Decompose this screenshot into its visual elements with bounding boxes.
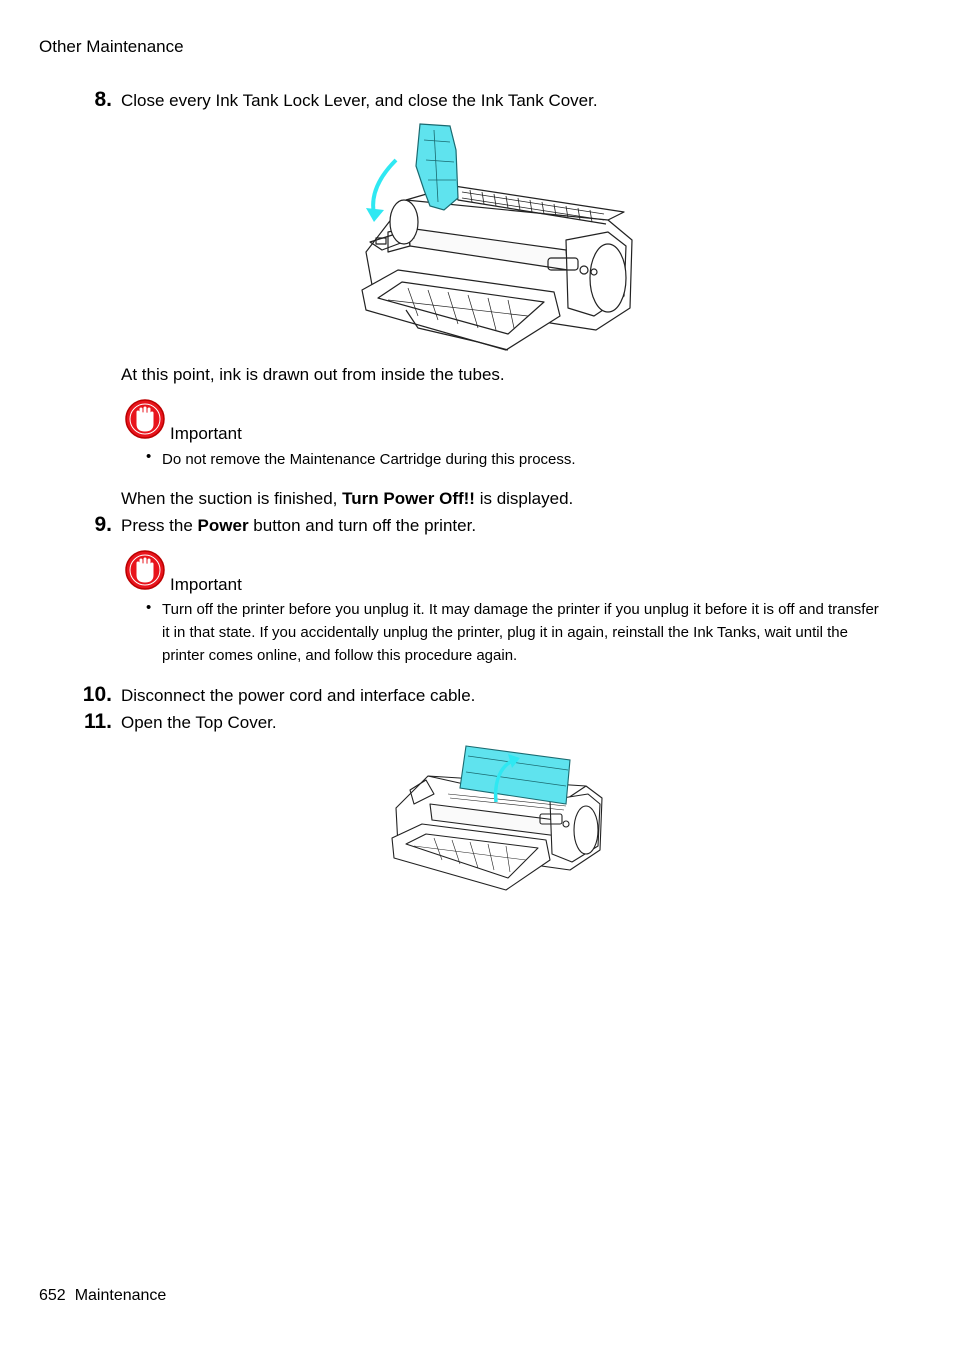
step-text-post: button and turn off the printer. xyxy=(248,516,477,535)
suction-note-pre: When the suction is finished, xyxy=(121,489,343,508)
step-text: Close every Ink Tank Lock Lever, and close the Ink Tank Cover. xyxy=(121,91,598,110)
printer-ink-cover-illustration xyxy=(358,120,638,356)
important-label: Important xyxy=(170,424,242,443)
footer-section: Maintenance xyxy=(74,1287,167,1304)
step-text: Open the Top Cover. xyxy=(121,713,277,732)
page-number: 652 xyxy=(39,1287,66,1304)
step-text: Disconnect the power cord and interface cable. xyxy=(121,686,476,705)
suction-note-post: is displayed. xyxy=(474,489,574,508)
step-text-pre: Press the xyxy=(121,516,198,535)
step-text xyxy=(121,516,476,536)
important-bullet-text: Turn off the printer before you unplug it. It may damage the printer if you unplug it before it is off and transfer it in that state. If you accidentally unplug the printer, plug it in again, reinstall the Ink Tanks, wait until the printer comes online, and follow this procedure again. xyxy=(162,601,879,664)
important-hand-icon xyxy=(124,549,166,591)
suction-note xyxy=(121,489,573,509)
ink-drawn-note: At this point, ink is drawn out from inside the tubes. xyxy=(121,365,505,384)
page-header: Other Maintenance xyxy=(39,37,184,56)
step-number: 9. xyxy=(94,513,112,536)
step-number: 10. xyxy=(82,683,112,706)
printer-top-cover-illustration xyxy=(390,742,608,894)
suction-note-message: Turn Power Off!! xyxy=(342,489,475,508)
power-button-name: Power xyxy=(197,516,249,535)
important-hand-icon xyxy=(124,398,166,440)
important-label: Important xyxy=(170,575,242,594)
step-number: 11. xyxy=(83,710,112,733)
bullet-marker: • xyxy=(146,599,152,616)
step-number: 8. xyxy=(94,88,112,111)
important-bullet-text: Do not remove the Maintenance Cartridge during this process. xyxy=(162,451,576,468)
bullet-marker: • xyxy=(146,448,152,465)
page-footer xyxy=(39,1287,166,1305)
